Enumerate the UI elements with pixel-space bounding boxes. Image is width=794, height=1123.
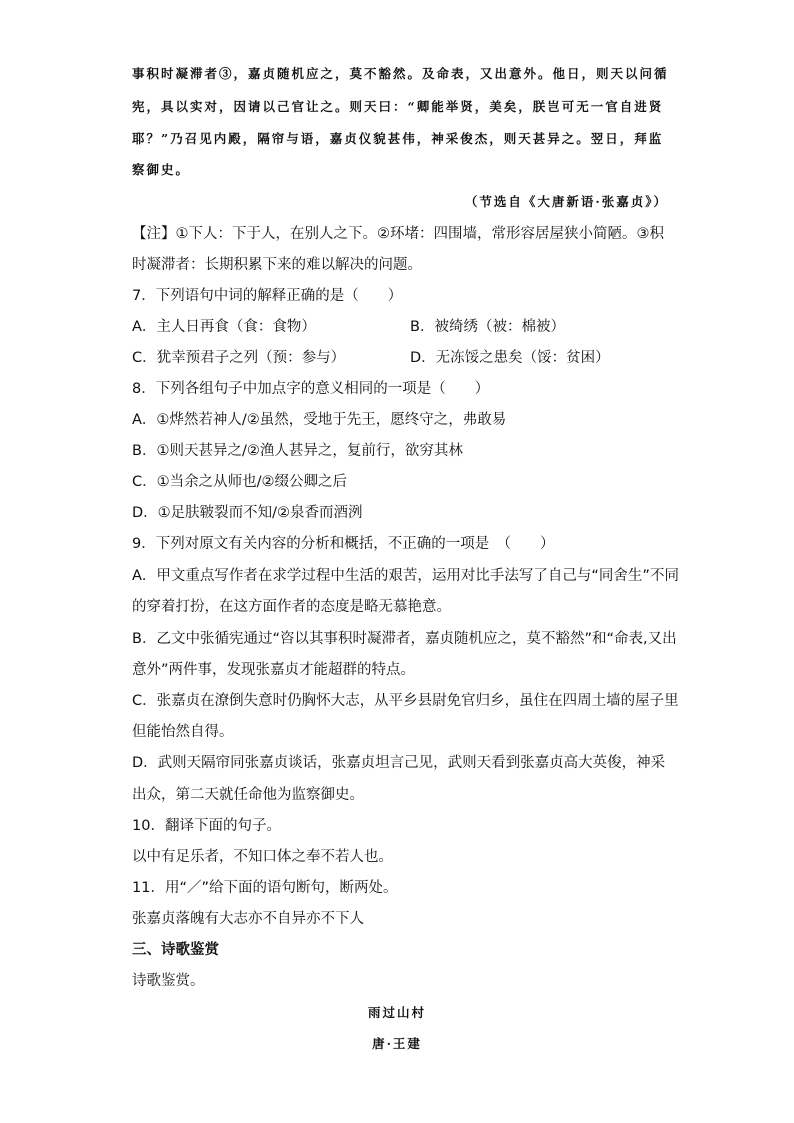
q9-option-d-line-1: D．武则天隔帘同张嘉贞谈话，张嘉贞坦言己见，武则天看到张嘉贞高大英俊，神采 [132,755,666,771]
q8-option-a: A．①烨然若神人/②虽然，受地于先王，愿终守之，弗敢易 [132,412,507,428]
note-line-2: 时凝滞者：长期积累下来的难以解决的问题。 [132,257,422,273]
q7-option-d: D．无冻馁之患矣（馁：贫困） [410,350,610,366]
q7-option-a: A．主人日再食（食：食物） [132,319,316,335]
poem-author: 唐·王建 [372,1036,422,1051]
q10-sentence: 以中有足乐者，不知口体之奉不若人也。 [132,849,393,865]
q9-option-b-line-1: B．乙文中张循宪通过“咨以其事积时凝滞者，嘉贞随机应之，莫不豁然”和“命表,又出 [132,631,677,647]
section-intro: 诗歌鉴赏。 [132,973,205,989]
q11-sentence: 张嘉贞落魄有大志亦不自异亦不下人 [132,911,364,927]
q8-option-b: B．①则天甚异之/②渔人甚异之，复前行，欲穷其林 [132,443,463,459]
q9-stem: 9．下列对原文有关内容的分析和概括，不正确的一项是 （ ） [132,536,555,552]
q8-option-c: C．①当余之从师也/②缀公卿之后 [132,474,348,490]
poem-title: 雨过山村 [367,1005,426,1020]
q9-option-b-line-2: 意外”两件事，发现张嘉贞才能超群的特点。 [132,662,416,678]
note-line-1: 【注】①下人：下于人，在别人之下。②环堵：四围墙，常形容居屋狭小简陋。③积 [132,226,664,242]
q7-stem: 7．下列语句中词的解释正确的是（ ） [132,288,403,304]
q9-option-a-line-2: 的穿着打扮，在这方面作者的态度是略无慕艳意。 [132,599,451,615]
passage-source: （节选自《大唐新语·张嘉贞》） [464,194,668,209]
q7-option-c: C．犹幸预君子之列（预：参与） [132,350,346,366]
q8-option-d: D．①足肤皲裂而不知/②泉香而酒洌 [132,505,363,521]
q9-option-c-line-2: 但能怡然自得。 [132,724,234,740]
q9-option-c-line-1: C．张嘉贞在潦倒失意时仍胸怀大志，从平乡县尉免官归乡，虽住在四周土墙的屋子里 [132,693,679,709]
q7-option-b: B．被绮绣（被：棉被） [410,319,565,335]
passage-line-4: 察御史。 [132,162,191,177]
q8-stem: 8．下列各组句子中加点字的意义相同的一项是（ ） [132,381,490,397]
q9-option-d-line-2: 出众，第二天就任命他为监察御史。 [132,787,364,803]
passage-line-3: 耶？”乃召见内殿，隔帘与语，嘉贞仪貌甚伟，神采俊杰，则天甚异之。翌日，拜监 [132,131,664,146]
passage-line-1: 事积时凝滞者③，嘉贞随机应之，莫不豁然。及命表，又出意外。他日，则天以问循 [132,66,669,81]
q11-stem: 11．用“／”给下面的语句断句，断两处。 [132,880,398,896]
passage-line-2: 宪，具以实对，因请以己官让之。则天曰：“卿能举贤，美矣，朕岂可无一官自进贤 [132,99,664,114]
q9-option-a-line-1: A．甲文重点写作者在求学过程中生活的艰苦，运用对比手法写了自己与“同舍生”不同 [132,568,679,584]
q10-stem: 10．翻译下面的句子。 [132,818,281,834]
section-heading: 三、诗歌鉴赏 [132,942,219,958]
